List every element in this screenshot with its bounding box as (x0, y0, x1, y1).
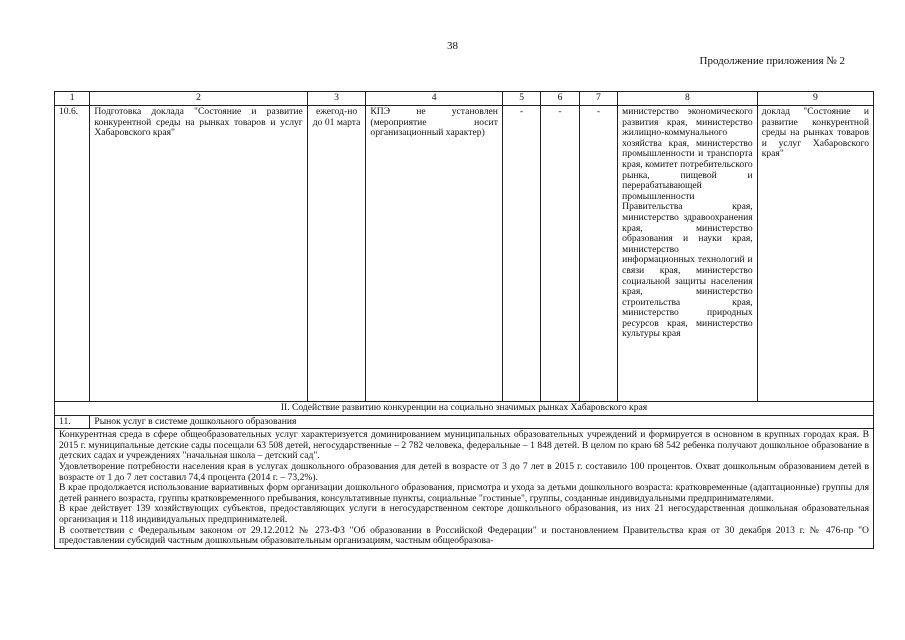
row-title: Рынок услуг в системе дошкольного образования (90, 415, 874, 429)
column-number: 1 (55, 92, 90, 106)
indicator-cell: КПЭ не установлен (мероприятие носит организационный характер) (366, 106, 503, 402)
section-row (55, 402, 874, 416)
column-number: 7 (579, 92, 617, 106)
column-number: 2 (90, 92, 307, 106)
column-number: 5 (502, 92, 540, 106)
section-title: II. Содействие развитию конкуренции на социально значимых рынках Хабаровского края (55, 402, 874, 416)
task-cell: Подготовка доклада "Состояние и развитие конкурентной среды на рынках товаров и услуг Хабаровского края" (90, 106, 307, 402)
column-number: 4 (366, 92, 503, 106)
table-row (55, 415, 874, 429)
column-number: 8 (618, 92, 758, 106)
value-cell: - (502, 106, 540, 402)
term-cell: ежегод-но до 01 марта (307, 106, 366, 402)
paragraph: В крае действует 139 хозяйствующих субъектов, предоставляющих услуги в негосударственном секторе дошкольного образования, из них 21 негосударственная дошкольная образовательная организация и 118 индивидуальных предпринимателей. (59, 503, 869, 525)
column-number: 9 (757, 92, 873, 106)
continuation-label: Продолжение приложения № 2 (699, 55, 845, 67)
measures-table (54, 91, 874, 549)
column-numbers-row (55, 92, 874, 106)
table-row (55, 106, 874, 402)
column-number: 6 (541, 92, 579, 106)
text-row (55, 429, 874, 549)
paragraph: Удовлетворение потребности населения края в услугах дошкольного образования для детей в возрасте от 3 до 7 лет в 2015 г. составило 100 процентов. Охват дошкольным образованием детей в возрасте от 1 до 7 лет составил 74,4 процента (2014 г. – 73,2%). (59, 460, 869, 483)
executors-cell: министерство экономического развития края, министерство жилищно-коммунального хозяйства края, министерство промышленности и транспорта края, комитет потребительского рынка, пищевой и перерабатывающей промышленности Правительства края, министерство здравоохранения края, министерство образования и науки края, министерство информационных технологий и связи края, министерство социальной защиты населения края, министерство строительства края, министерство природных ресурсов края, министерство культуры края (618, 106, 758, 402)
description-cell (55, 429, 874, 549)
row-number: 10.6. (55, 106, 90, 402)
value-cell: - (541, 106, 579, 402)
row-number: 11. (55, 415, 90, 429)
result-cell: доклад "Состояние и развитие конкурентной среды на рынках товаров и услуг Хабаровского края" (757, 106, 873, 402)
paragraph: Конкурентная среда в сфере общеобразовательных услуг характеризуется доминированием муниципальных образовательных учреждений и формируется в основном в крупных городах края. В 2015 г. муниципальные детские сады посещали 63 508 детей, негосударственные – 2 782 человека, федеральные – 1 848 детей. В целом по краю 68 542 ребенка получают дошкольное образование в детских садах и учреждениях "начальная школа – детский сад". (59, 429, 869, 462)
paragraph: В крае продолжается использование вариативных форм организации дошкольного образования, присмотра и ухода за детьми дошкольного возраста: кратковременные (адаптационные) группы для детей раннего возраста, группы кратковременного пребывания, консультативные пункты, социальные "гостиные", группы, созданные индивидуальными предпринимателями. (59, 482, 869, 504)
page-number: 38 (447, 40, 458, 52)
value-cell: - (579, 106, 617, 402)
paragraph: В соответствии с Федеральным законом от 29.12.2012 № 273-ФЗ "Об образовании в Российской Федерации" и постановлением Правительства края от 30 декабря 2013 г. № 476-пр "О предоставлении субсидий частным дошкольным образовательным организациям, частным общеобразова- (59, 524, 869, 547)
column-number: 3 (307, 92, 366, 106)
